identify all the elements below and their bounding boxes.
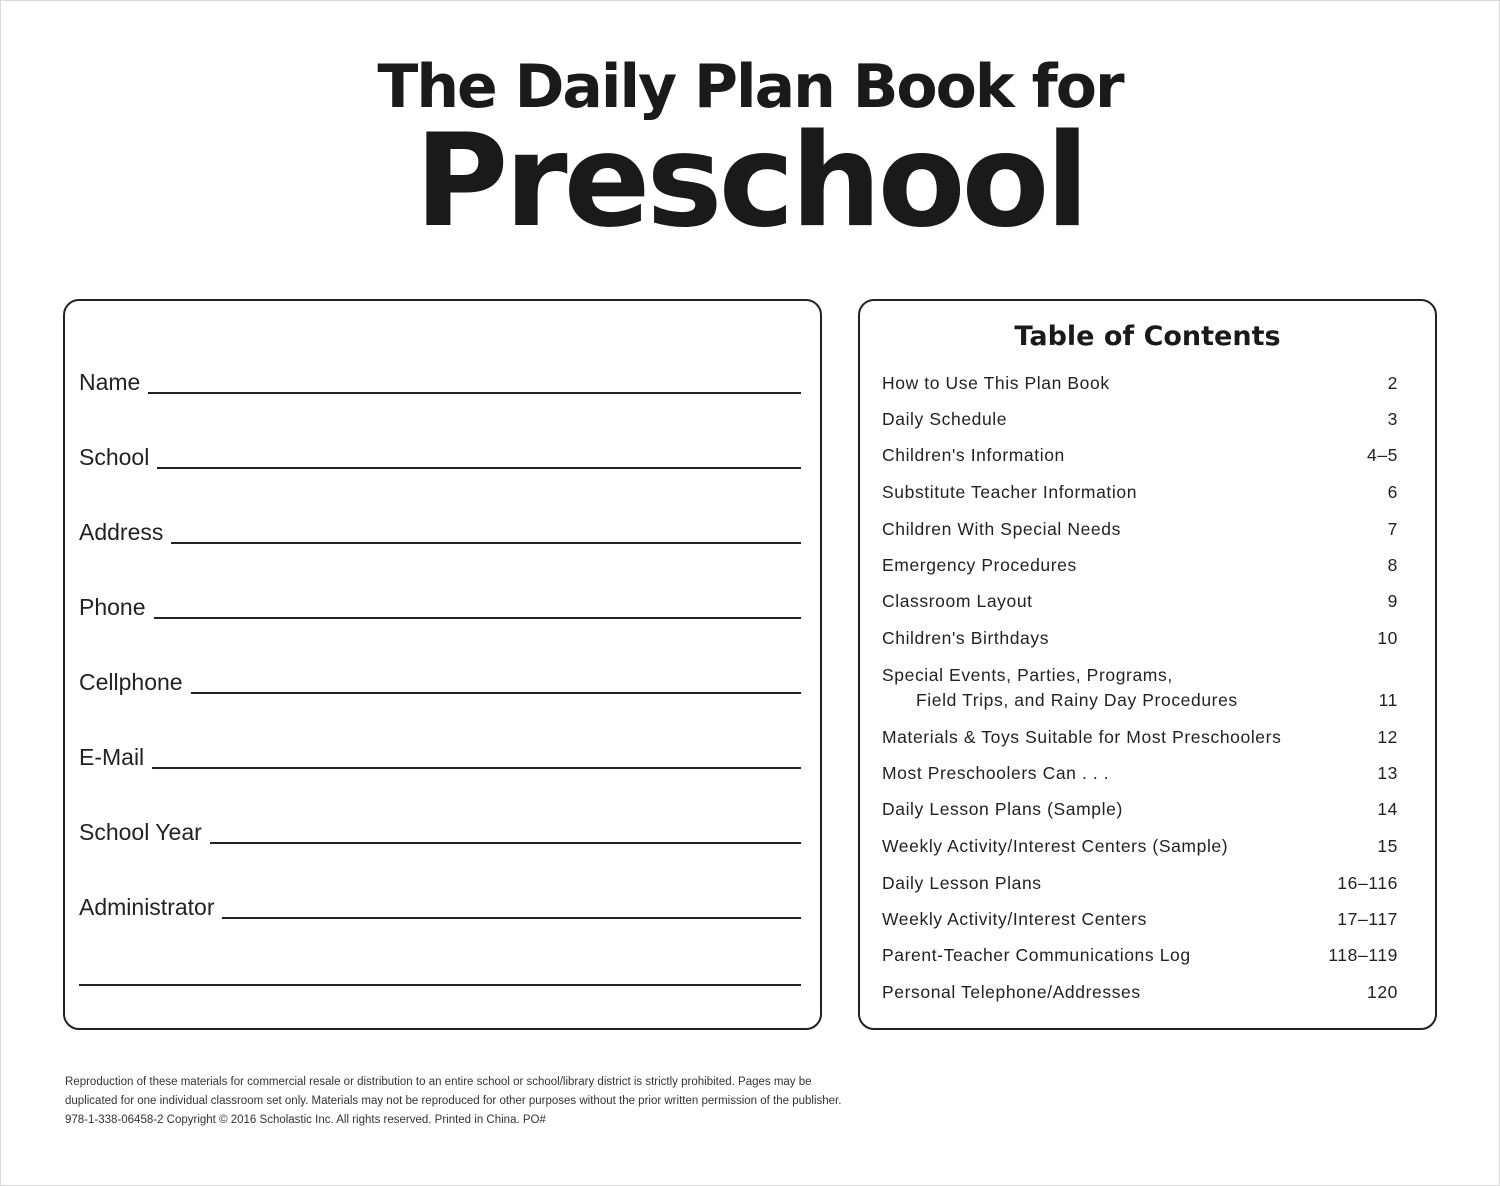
toc-entry-page: 9	[1387, 591, 1398, 611]
administrator-line[interactable]	[222, 916, 801, 919]
school-year-field[interactable]	[79, 806, 801, 846]
school-year-label: School Year	[79, 819, 202, 845]
toc-entry-page: 14	[1377, 799, 1398, 819]
toc-entry-page: 17–117	[1337, 909, 1398, 929]
title-line-1: The Daily Plan Book for	[377, 52, 1123, 122]
toc-entry-title: Special Events, Parties, Programs,	[882, 665, 1173, 685]
school-field[interactable]	[79, 431, 801, 471]
title-line-2: Preschool	[414, 107, 1086, 256]
toc-entry-page: 10	[1377, 628, 1398, 648]
phone-field[interactable]	[79, 581, 801, 621]
footer-line-1: Reproduction of these materials for commercial resale or distribution to an entire school or school/library district is strictly prohibited. Pages may be	[65, 1076, 812, 1088]
administrator-field[interactable]	[79, 881, 801, 921]
toc-entry-page: 3	[1387, 409, 1398, 429]
address-label: Address	[79, 519, 164, 545]
extra-blank-line[interactable]	[79, 984, 801, 986]
toc-entry-title: Parent-Teacher Communications Log	[882, 945, 1191, 965]
email-line[interactable]	[152, 766, 801, 769]
toc-entry-title: Children's Information	[882, 445, 1065, 465]
toc-entry-page: 2	[1387, 373, 1398, 393]
toc-entry-title: Daily Lesson Plans	[882, 873, 1042, 893]
cellphone-line[interactable]	[191, 691, 801, 694]
administrator-label: Administrator	[79, 894, 215, 920]
toc-entry-page: 15	[1377, 836, 1398, 856]
toc-entry-title: Children's Birthdays	[882, 628, 1050, 648]
toc-title: Table of Contents	[1014, 321, 1281, 352]
toc-entry-title-continued: Field Trips, and Rainy Day Procedures	[916, 690, 1238, 710]
name-line[interactable]	[148, 391, 801, 394]
school-label: School	[79, 444, 150, 470]
toc-entry-title: Weekly Activity/Interest Centers (Sample)	[882, 836, 1229, 856]
toc-entry-title: Daily Schedule	[882, 409, 1008, 429]
toc-entry-page: 12	[1377, 727, 1398, 747]
phone-line[interactable]	[154, 616, 801, 619]
school-year-line[interactable]	[210, 841, 801, 844]
phone-label: Phone	[79, 594, 146, 620]
toc-entry-title: Materials & Toys Suitable for Most Preschoolers	[882, 727, 1282, 747]
toc-entry-title: Substitute Teacher Information	[882, 482, 1138, 502]
toc-entry-title: How to Use This Plan Book	[882, 373, 1110, 393]
toc-entry-title: Emergency Procedures	[882, 555, 1077, 575]
toc-entry-title: Children With Special Needs	[882, 519, 1121, 539]
cellphone-field[interactable]	[79, 656, 801, 696]
toc-entry-title: Weekly Activity/Interest Centers	[882, 909, 1147, 929]
toc-entry-page: 118–119	[1328, 945, 1398, 965]
cellphone-label: Cellphone	[79, 669, 183, 695]
email-label: E-Mail	[79, 744, 145, 770]
toc-entry-title: Daily Lesson Plans (Sample)	[882, 799, 1123, 819]
address-line[interactable]	[171, 541, 801, 544]
address-field[interactable]	[79, 506, 801, 546]
school-line[interactable]	[157, 466, 801, 469]
toc-entry-page: 7	[1387, 519, 1398, 539]
copyright-footer	[65, 1073, 845, 1130]
footer-line-2: duplicated for one individual classroom set only. Materials may not be reproduced for other purposes without the prior written permission of the publisher.	[65, 1095, 842, 1107]
name-label: Name	[79, 369, 141, 395]
toc-panel	[858, 299, 1437, 1030]
toc-entry-page: 120	[1367, 982, 1398, 1002]
footer-line-3: 978-1-338-06458-2 Copyright © 2016 Scholastic Inc. All rights reserved. Printed in China. PO#	[65, 1114, 546, 1126]
toc-entry-page: 11	[1378, 690, 1398, 710]
info-form-panel	[63, 299, 822, 1030]
toc-entry-title: Personal Telephone/Addresses	[882, 982, 1141, 1002]
toc-entry-page: 6	[1387, 482, 1398, 502]
toc-entry-page: 13	[1377, 763, 1398, 783]
toc-entry-page: 16–116	[1337, 873, 1398, 893]
toc-entry-page: 8	[1387, 555, 1398, 575]
name-field[interactable]	[79, 356, 801, 396]
email-field[interactable]	[79, 731, 801, 771]
toc-entry-title: Most Preschoolers Can . . .	[882, 763, 1110, 783]
toc-entry-title: Classroom Layout	[882, 591, 1033, 611]
toc-entry-page: 4–5	[1367, 445, 1398, 465]
